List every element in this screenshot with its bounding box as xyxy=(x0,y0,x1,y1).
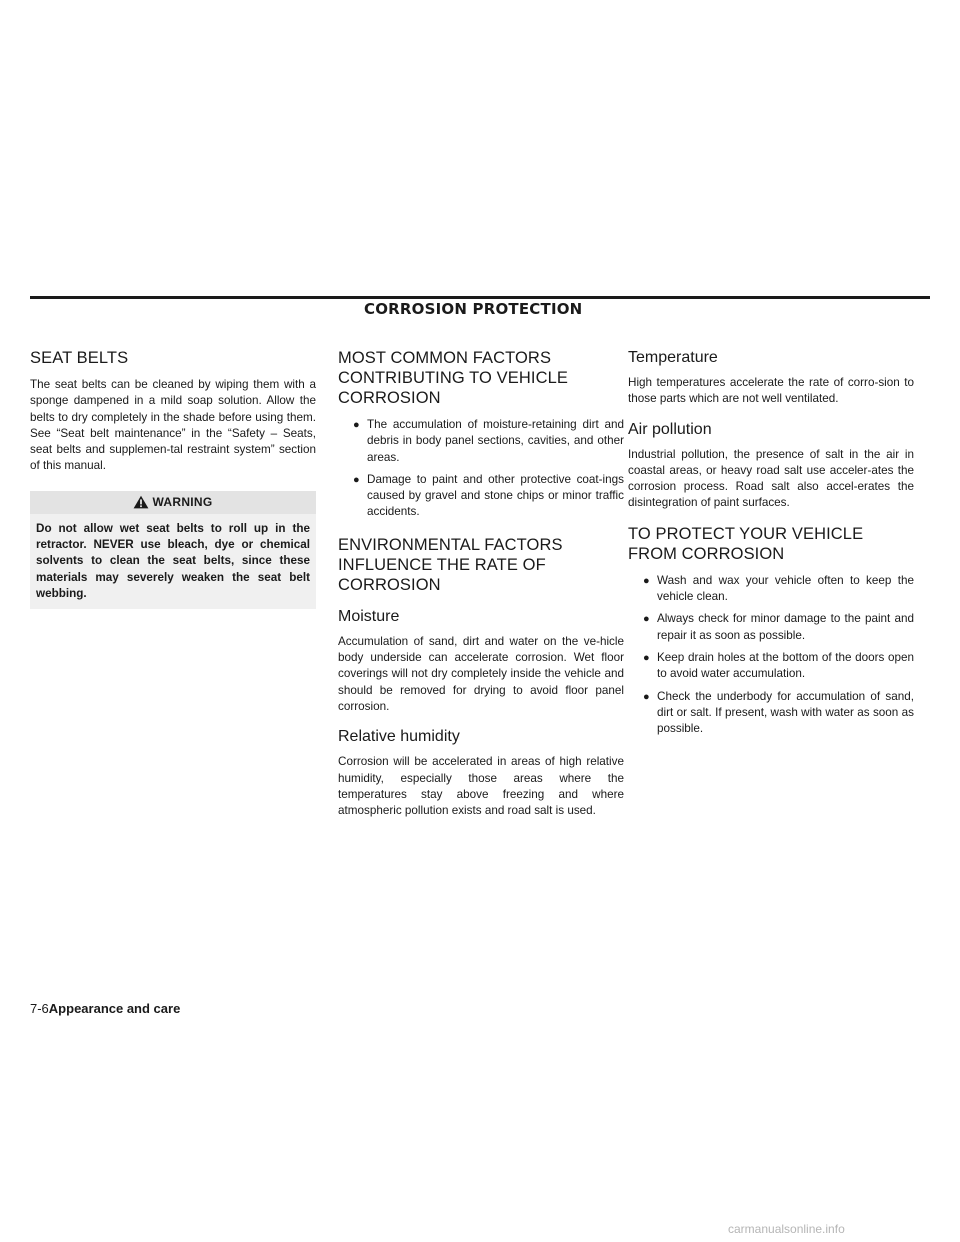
warning-label: WARNING xyxy=(152,495,213,510)
warning-triangle-icon xyxy=(133,495,149,509)
bullet-icon: ● xyxy=(353,419,360,431)
seat-belts-heading: SEAT BELTS xyxy=(30,349,129,367)
protect-vehicle-heading: TO PROTECT YOUR VEHICLE FROM CORROSION xyxy=(628,524,864,563)
seat-belts-paragraph: The seat belts can be cleaned by wiping them with a sponge dampened in a mild soap solution. Allow the belts to dry completely in the shade before using them. See “Seat belt maintenance” in the “Safety – Seats, seat belts and supplemen-tal restraint system” section of this manual. xyxy=(30,378,316,473)
bullet-icon: ● xyxy=(643,690,650,703)
list-item: ● Wash and wax your vehicle often to keep the vehicle clean. xyxy=(643,573,914,604)
chapter-title: Appearance and care xyxy=(48,1001,181,1016)
section-title: CORROSION PROTECTION xyxy=(364,300,583,318)
list-item: ● The accumulation of moisture-retaining dirt and debris in body panel sections, cavities, and other areas. xyxy=(353,418,624,464)
environmental-factors-heading: ENVIRONMENTAL FACTORS INFLUENCE THE RATE OF CORROSION xyxy=(338,535,563,594)
list-item: ● Check the underbody for accumulation of sand, dirt or salt. If present, wash with water as soon as possible. xyxy=(643,689,914,736)
moisture-paragraph: Accumulation of sand, dirt and water on the ve-hicle body underside can accelerate corrosion. Wet floor coverings will not dry completely inside the vehicle and should be removed for drying to avoid floor panel corrosion. xyxy=(338,634,624,713)
bullet-icon: ● xyxy=(643,651,650,664)
bullet-icon: ● xyxy=(643,574,650,587)
temperature-heading: Temperature xyxy=(628,349,718,366)
page-footer xyxy=(30,1001,180,1016)
list-item: ● Keep drain holes at the bottom of the doors open to avoid water accumulation. xyxy=(643,650,914,681)
top-rule xyxy=(30,296,930,299)
common-factors-heading: MOST COMMON FACTORS CONTRIBUTING TO VEHICLE CORROSION xyxy=(338,349,568,407)
protect-vehicle-list xyxy=(628,573,914,738)
warning-header xyxy=(30,491,316,514)
page-number: 7-6 xyxy=(30,1001,49,1016)
humidity-heading: Relative humidity xyxy=(338,728,460,746)
column-seat-belts xyxy=(30,348,316,609)
list-item: ● Damage to paint and other protective coat-ings caused by gravel and stone chips or minor traffic accidents. xyxy=(353,472,624,519)
column-corrosion-factors xyxy=(338,348,624,819)
column-corrosion-protection xyxy=(628,348,914,743)
air-pollution-paragraph: Industrial pollution, the presence of salt in the air in coastal areas, or heavy road salt use acceler-ates the corrosion process. Road salt also accel-erates the disintegration of paint surfaces. xyxy=(628,447,914,510)
warning-text: Do not allow wet seat belts to roll up in the retractor. NEVER use bleach, dye or chemical solvents to clean the seat belts, since these materials may severely weaken the seat belt webbing. xyxy=(30,514,316,609)
bullet-icon: ● xyxy=(353,473,360,486)
humidity-paragraph: Corrosion will be accelerated in areas of high relative humidity, especially those areas where the temperatures stay above freezing and where atmospheric pollution exists and road salt is used. xyxy=(338,755,624,818)
common-factors-list xyxy=(338,417,624,521)
temperature-paragraph: High temperatures accelerate the rate of corro-sion to those parts which are not well ventilated. xyxy=(628,376,914,406)
warning-box xyxy=(30,491,316,609)
bullet-icon: ● xyxy=(643,613,650,626)
moisture-heading: Moisture xyxy=(338,607,400,625)
watermark: carmanualsonline.info xyxy=(728,1222,845,1236)
air-pollution-heading: Air pollution xyxy=(628,420,712,438)
list-item: ● Always check for minor damage to the paint and repair it as soon as possible. xyxy=(643,612,914,642)
